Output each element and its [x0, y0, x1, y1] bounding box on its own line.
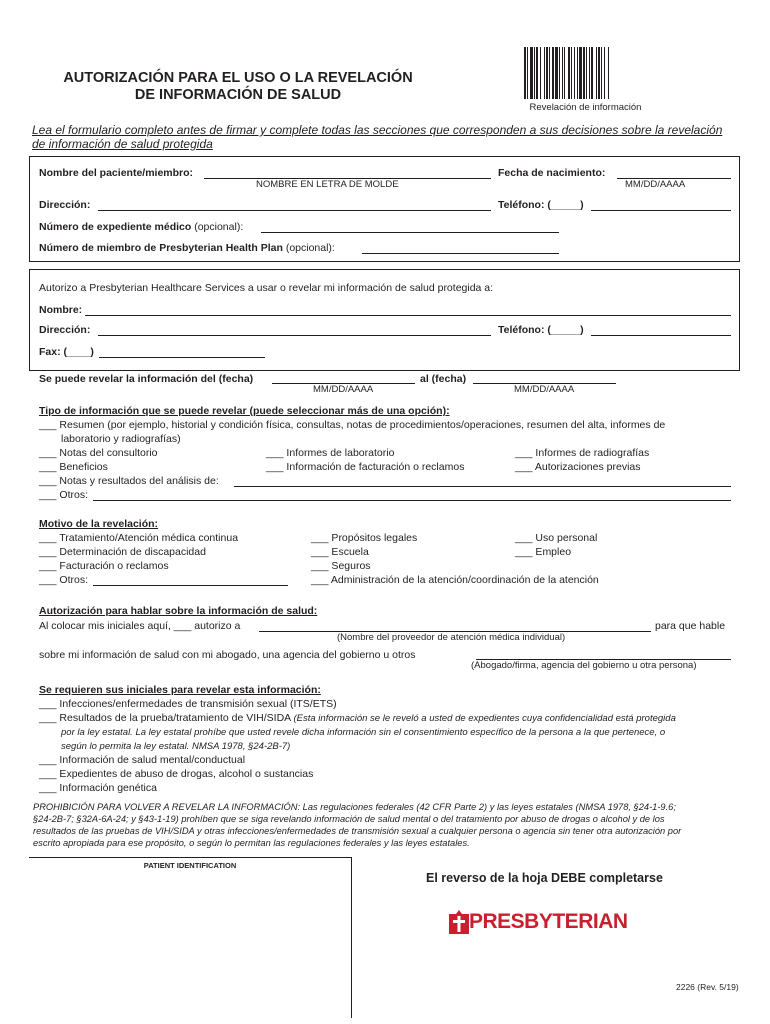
info-others-field[interactable]: [93, 500, 731, 501]
barcode-bar: [530, 47, 533, 99]
reason-others[interactable]: ___ Otros:: [39, 574, 89, 586]
dob-hint: MM/DD/AAAA: [625, 179, 686, 190]
option-benefits[interactable]: ___ Beneficios: [39, 461, 108, 473]
barcode-bar: [598, 47, 600, 99]
barcode-image: [524, 47, 647, 99]
date-to-label: al (fecha): [420, 373, 467, 385]
talk-auth-line1-end: para que hable: [655, 620, 726, 632]
option-lab-reports[interactable]: ___ Informes de laboratorio: [266, 447, 395, 459]
option-summary[interactable]: ___ Resumen (por ejemplo, historial y condición física, consultas, notas de procedimientos/operaciones, resumen del alta, informes de: [39, 419, 666, 431]
initials-hiv-note-line3: según lo permita la ley estatal. NMSA 1978, §24-2B-7): [61, 741, 291, 752]
barcode-bar: [549, 47, 550, 99]
barcode-bar: [568, 47, 570, 99]
recipient-address-field[interactable]: [98, 335, 491, 336]
barcode-bar: [544, 47, 545, 99]
presbyterian-logo-icon: [449, 910, 469, 934]
initials-hiv[interactable]: [39, 712, 676, 725]
reason-school[interactable]: ___ Escuela: [311, 546, 369, 558]
lawyer-hint: (Abogado/firma, agencia del gobierno u otra persona): [471, 660, 697, 671]
barcode-bar: [577, 47, 578, 99]
patient-identification-label: PATIENT IDENTIFICATION: [143, 861, 237, 870]
prohibition-line2: §24-2B-7; §32A-6A-24; y §43-1-19) prohíben que se siga revelando información de salud mental o del tratamiento por abuso de drogas o alcohol y de los: [33, 814, 665, 824]
reason-billing[interactable]: ___ Facturación o reclamos: [39, 560, 169, 572]
patient-name-hint: NOMBRE EN LETRA DE MOLDE: [256, 179, 399, 190]
initials-hiv-label: ___ Resultados de la prueba/tratamiento de VIH/SIDA: [39, 712, 294, 724]
initials-heading: Se requieren sus iniciales para revelar esta información:: [39, 684, 321, 696]
barcode-bar: [534, 47, 535, 99]
barcode-bar: [601, 47, 602, 99]
barcode-bar: [579, 47, 582, 99]
patient-identification-box[interactable]: [29, 857, 352, 1018]
form-number: 2226 (Rev. 5/19): [676, 982, 739, 992]
member-number-label-bold: Número de miembro de Presbyterian Health Plan: [39, 242, 283, 254]
recipient-fax-label: Fax: (____): [39, 346, 94, 358]
member-number-label-rest: (opcional):: [282, 242, 335, 254]
date-from-hint: MM/DD/AAAA: [313, 384, 374, 395]
authorize-text: Autorizo a Presbyterian Healthcare Services a usar o revelar mi información de salud protegida a:: [39, 282, 494, 294]
initials-substance[interactable]: ___ Expedientes de abuso de drogas, alcohol o sustancias: [39, 768, 314, 780]
barcode-bar: [559, 47, 560, 99]
initials-genetic[interactable]: ___ Información genética: [39, 782, 157, 794]
provider-name-hint: (Nombre del proveedor de atención médica individual): [337, 632, 566, 643]
medical-record-label-bold: Número de expediente médico: [39, 221, 192, 233]
reason-employment[interactable]: ___ Empleo: [515, 546, 572, 558]
reverse-notice: El reverso de la hoja DEBE completarse: [426, 871, 663, 885]
medical-record-field[interactable]: [261, 232, 559, 233]
barcode-bar: [604, 47, 605, 99]
option-others[interactable]: ___ Otros:: [39, 489, 89, 501]
recipient-address-label: Dirección:: [39, 324, 91, 336]
recipient-name-label: Nombre:: [39, 304, 83, 316]
option-test-notes[interactable]: ___ Notas y resultados del análisis de:: [39, 475, 219, 487]
barcode-bar: [524, 47, 526, 99]
initials-sti[interactable]: ___ Infecciones/enfermedades de transmisión sexual (ITS/ETS): [39, 698, 337, 710]
patient-phone-field[interactable]: [591, 210, 731, 211]
medical-record-label: [39, 221, 243, 234]
reason-insurance[interactable]: ___ Seguros: [311, 560, 371, 572]
recipient-fax-field[interactable]: [99, 357, 265, 358]
member-number-label: [39, 242, 335, 255]
prohibition-line3: resultados de las pruebas de VIH/SIDA y otras infecciones/enfermedades de transmisión sexual a cualquier persona o agencia sin tener otra autorización por: [33, 826, 682, 836]
presbyterian-logo-text: PRESBYTERIAN: [469, 910, 628, 933]
recipient-phone-label: Teléfono: (_____): [498, 324, 584, 336]
option-xray-reports[interactable]: ___ Informes de radiografías: [515, 447, 650, 459]
reason-others-field[interactable]: [93, 585, 288, 586]
barcode-caption: Revelación de información: [529, 102, 642, 113]
prohibition-line1: PROHIBICIÓN PARA VOLVER A REVELAR LA INFORMACIÓN: Las regulaciones federales (42 CFR Parte 2) y las leyes estatales (NMSA 1978, §24-1-9.6;: [33, 802, 676, 812]
barcode-bar: [591, 47, 593, 99]
reason-continued-care[interactable]: ___ Tratamiento/Atención médica continua: [39, 532, 239, 544]
patient-phone-label: Teléfono: (_____): [498, 199, 584, 211]
option-prior-auth[interactable]: ___ Autorizaciones previas: [515, 461, 641, 473]
test-notes-field[interactable]: [234, 486, 731, 487]
talk-auth-line2: sobre mi información de salud con mi abogado, una agencia del gobierno u otros: [39, 649, 416, 661]
reason-legal[interactable]: ___ Propósitos legales: [311, 532, 418, 544]
form-title-line1: AUTORIZACIÓN PARA EL USO O LA REVELACIÓN: [63, 70, 413, 86]
initials-hiv-note: (Esta información se le reveló a usted de expedientes cuya confidencialidad está protegida: [293, 713, 676, 724]
barcode-bar: [527, 47, 528, 99]
reason-personal[interactable]: ___ Uso personal: [515, 532, 598, 544]
date-from-label: Se puede revelar la información del (fecha): [39, 373, 254, 385]
date-to-hint: MM/DD/AAAA: [514, 384, 575, 395]
dob-label: Fecha de nacimiento:: [498, 167, 606, 179]
medical-record-label-rest: (opcional):: [191, 221, 244, 233]
barcode-bar: [589, 47, 590, 99]
barcode-bar: [555, 47, 558, 99]
instructions-text: Lea el formulario completo antes de firmar y complete todas las secciones que corresponden a sus decisiones sobre la revelación de información de salud protegida: [32, 123, 723, 151]
prohibition-line4: escrito apropiada para ese propósito, o según lo permitan las regulaciones federales y las leyes estatales.: [33, 838, 470, 848]
option-billing-info[interactable]: ___ Información de facturación o reclamos: [266, 461, 465, 473]
patient-address-label: Dirección:: [39, 199, 91, 211]
info-types-heading: Tipo de información que se puede revelar (puede seleccionar más de una opción):: [39, 405, 450, 417]
barcode-bar: [552, 47, 554, 99]
barcode-bar: [562, 47, 563, 99]
reason-heading: Motivo de la revelación:: [39, 518, 159, 530]
talk-auth-line1: Al colocar mis iniciales aquí, ___ autorizo a: [39, 620, 241, 632]
initials-hiv-note-line2: por la ley estatal. La ley estatal prohíbe que usted revele dicha información sin el consentimiento específico de la persona a la que pertenece, o: [61, 727, 666, 738]
form-title: [38, 70, 438, 104]
barcode-bar: [564, 47, 565, 99]
initials-mental-health[interactable]: ___ Información de salud mental/conductual: [39, 754, 246, 766]
presbyterian-logo: [449, 907, 639, 937]
barcode-bar: [596, 47, 597, 99]
option-summary-cont: laboratorio y radiografías): [61, 433, 181, 445]
recipient-name-field[interactable]: [85, 315, 731, 316]
option-consult-notes[interactable]: ___ Notas del consultorio: [39, 447, 158, 459]
barcode-bar: [574, 47, 575, 99]
talk-auth-heading: Autorización para hablar sobre la información de salud:: [39, 605, 318, 617]
patient-address-field[interactable]: [98, 210, 491, 211]
recipient-phone-field[interactable]: [591, 335, 731, 336]
patient-name-label: Nombre del paciente/miembro:: [39, 167, 194, 179]
member-number-field[interactable]: [362, 253, 559, 254]
barcode-bar: [571, 47, 572, 99]
barcode-bar: [583, 47, 585, 99]
barcode-bar: [536, 47, 538, 99]
reason-disability[interactable]: ___ Determinación de discapacidad: [39, 546, 206, 558]
barcode-bar: [586, 47, 587, 99]
reason-care-admin[interactable]: ___ Administración de la atención/coordinación de la atención: [311, 574, 599, 586]
barcode-bar: [546, 47, 548, 99]
barcode-bar: [608, 47, 609, 99]
barcode-bar: [540, 47, 541, 99]
form-title-line2: DE INFORMACIÓN DE SALUD: [134, 87, 342, 103]
